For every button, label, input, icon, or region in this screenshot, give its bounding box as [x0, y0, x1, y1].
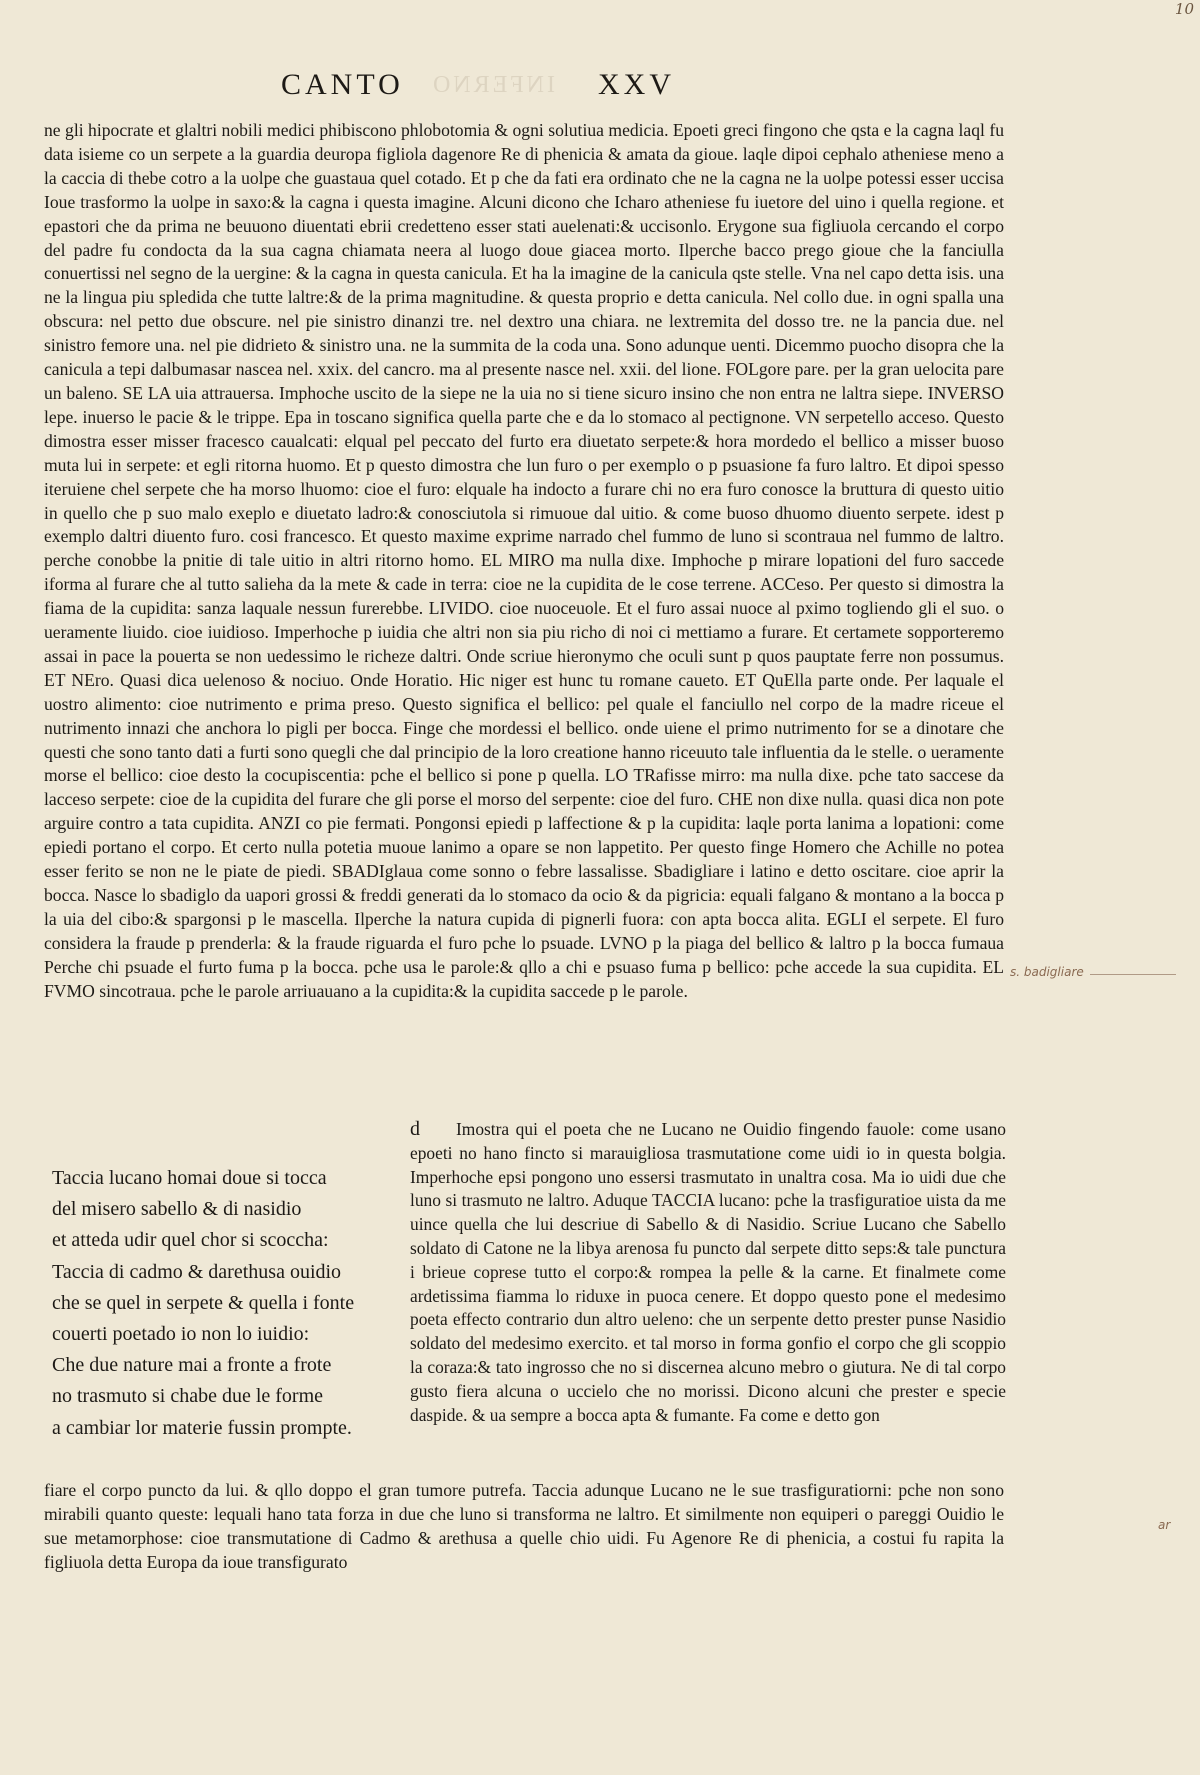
verse-line: Taccia lucano homai doue si tocca [52, 1167, 327, 1189]
verse-line: et atteda udir quel chor si scoccha: [52, 1229, 329, 1252]
folio-number: 10 [1174, 0, 1194, 18]
guide-initial: d [410, 1118, 420, 1140]
verse-line: che se quel in serpete & quella i fonte [52, 1291, 355, 1314]
verse-line: a cambiar lor materie fussin prompte. [52, 1416, 352, 1439]
canto-label: CANTO [281, 68, 404, 101]
bleed-through-text: INFERNO [430, 72, 556, 98]
verse-line: Che due nature mai a fronte a frote [52, 1354, 332, 1377]
verse-line: del misero sabello & di nasidio [52, 1198, 302, 1221]
page-header [0, 68, 1200, 108]
commentary-paragraph: ne gli hipocrate et glaltri nobili medici phibiscono phlobotomia & ogni solutiua medicia. Epoeti greci fingono che qsta e la cagna laql fu data isieme co un serpete a la guardia deuropa figliola dagenore Re di phenicia & amata da gioue. laqle dipoi cephalo atheniese meno a la caccia di thebe cotro a la uolpe che guastaua quel cotado. Et p che da fati era ordinato che ne la cagna ne la uolpe potessi esser uccisa Ioue trasformo la uolpe in saxo:& la cagna i questa imagine. Alcuni dicono che Icharo atheniese fu iuetore del uino i quella regione. et epastori che da prima ne beuuono diuentati ebrii credetteno esser stati auelenati:& uccisonlo. Erygone sua figliuola cercando el corpo del padre fu condocta da la sua cagna chiamata neera al luogo doue giacea morto. Ilperche bacco prego gioue che la fanciulla conuertissi nel segno de la uergine: & la cagna in questa canicula. Et ha la imagine de la canicula qste stelle. Vna nel capo detta isis. una ne la lingua piu spledida che tutte laltre:& de la prima magnitudine. & questa proprio e detta canicula. Nel collo due. in ogni spalla una obscura: nel petto due obscure. nel pie sinistro dinanzi tre. nel dextro una chiara. ne lextremita del dosso tre. ne la pancia due. nel sinistro femore una. nel pie didrieto & sinistro una. ne la summita de la coda una. Sono adunque uenti. Dicemmo puocho disopra che la canicula a tepi dalbumasar nascea nel. xxix. del cancro. ma al presente nasce nel. xxii. del lione. FOLgore pare. per la gran uelocita pare un baleno. SE LA uia attrauersa. Imphoche uscito de la siepe ne la uia no si tiene sicuro insino che non entra ne laltra siepe. INVERSO lepe. inuerso le pacie & le trippe. Epa in toscano significa quella parte che e da lo stomaco al pectignone. VN serpetello acceso. Questo dimostra esser misser fracesco caualcati: elqual pel peccato del furto era diuetato serpete:& hora mordedo el bellico a misser buoso muta lui in serpete: et egli ritorna huomo. Et p questo dimostra che lun furo o per exemplo o p psuasione fa furo laltro. Et dipoi spesso iteruiene chel serpete che ha morso lhuomo: cioe el furo: elquale ha indocto a furare chi no era furo conosce la bruttura di questo uitio in quello che p suo malo exeplo e diuetato ladro:& conosciutola si rimuoue dal uitio. & come buoso dhuomo diuento serpete. idest p exemplo daltri diuento furo. cosi francesco. Et questo maxime exprime narrado chel fummo de luno si scontraua nel fummo de laltro. perche conobbe la pnitie di tale uitio in altri ritorno homo. EL MIRO ma nulla dixe. Imphoche p mirare lopationi del furo saccede iforma al furare che al tutto salieha da la mete & cade in terra: cioe ne la cupidita de le cose terrene. ACCeso. Per questo si dimostra la fiama de la cupidita: sanza laquale nessun furerebbe. LIVIDO. cioe nuoceuole. Et el furo assai nuoce al pximo togliendo gli el suo. o ueramente liuido. cioe iuidioso. Imperhoche p iuidia che altri non sia piu richo di noi ci mettiamo a furare. Et certamete sopporteremo assai in pace la pouerta se non uedessimo le richeze daltri. Onde scriue hieronymo che oculi sunt p quos pauptate ferre non possumus. ET NEro. Quasi dica uelenoso & nociuo. Onde Horatio. Hic niger est hunc tu romane caueto. ET QuElla parte onde. Per laquale el uostro alimento: cioe nutrimento e prima preso. Questo significa el bellico: pel quale el fanciullo nel corpo de la madre riceue el nutrimento innazi che anchora lo pigli per bocca. Finge che mordessi el bellico. onde uiene el primo nutrimento for se a dinotare che questi che sono tanto dati a furti sono quegli che dal principio de la loro creatione hanno riceuuto tale influentia da le stelle. o ueramente morse el bellico: cioe desto la cocupiscentia: pche el bellico si pone p quella. LO TRafisse mirro: ma nulla dixe. pche tato saccese da lacceso serpete: cioe de la cupidita del furare che gli porse el morso del serpente: cioe del furo. CHE non dixe nulla. quasi dica non pote arguire contro a tata cupidita. ANZI co pie fermati. Pongonsi epiedi p laffectione & p la cupidita: laqle porta lanima a lopationi: come epiedi portano el corpo. Et certo nulla potetia muoue lanimo a opare se non lappetito. Per questo finge Homero che Achille no potea esser ferito se non ne le piate de piedi. SBADIglaua come sonno o febre lassalisse. Sbadigliare i latino e detto oscitare. cioe aprir la bocca. Nasce lo sbadiglo da uapori grossi & freddi generati da lo stomaco da ocio & da pigricia: equali falgano & montano a la bocca p la uia del cibo:& spargonsi p le mascella. Ilperche la natura cupida di pignerli fuora: con apta bocca alita. EGLI el serpete. El furo considera la fraude p prenderla: & la fraude riguarda el furo pche lo psuade. LVNO p la piaga del bellico & laltro p la bocca fumaua Perche chi psuade el furto fuma p la bocca. pche usa le parole:& qllo a chi e psuaso fuma p bellico: pche accede la sua cupidita. EL FVMO sincotraua. pche le parole arriuauano a la cupidita:& la cupidita saccede p le parole. [44, 120, 1004, 1001]
verse-line: no trasmuto si chabe due le forme [52, 1385, 324, 1408]
verse-column [52, 1163, 402, 1444]
verse-line: Taccia di cadmo & darethusa ouidio [52, 1260, 342, 1283]
margin-annotation: s. badigliare [1010, 965, 1084, 979]
canto-number: XXV [598, 68, 675, 101]
commentary-body [44, 119, 1004, 1004]
margin-rule [1090, 974, 1176, 975]
bottom-paragraph: fiare el corpo puncto da lui. & qllo doppo el gran tumore putrefa. Taccia adunque Lucano ne le sue trasfiguratiorni: pche non sono mirabili quanto queste: lequali hano tata forza in due che luno si transforma ne laltro. Et similmente non equiperi o pareggi Ouidio le sue metamorphose: cioe transmutatione di Cadmo & arethusa a quelle chio uidi. Fu Agenore Re di phenicia, a costui fu rapita la figliuola detta Europa da ioue transfigurato [44, 1480, 1004, 1572]
verse-line: couerti poetado io non lo iuidio: [52, 1323, 310, 1346]
margin-annotation: ar [1158, 1518, 1171, 1532]
verse-commentary-text: Imostra qui el poeta che ne Lucano ne Ouidio fingendo fauole: come usano epoeti no hano fincto si marauigliosa trasmutatione come uidi io in questa bolgia. Imperhoche epsi pongono uno essersi trasmutato in unaltra cosa. Ma io uidi due che luno si trasmuto ne laltro. Aduque TACCIA lucano: pche la trasfiguratioe uista da me uince quella che lui descriue di Sabello & di Nasidio. Scriue Lucano che Sabello soldato di Catone ne la libya arenosa fu puncto dal serpete ditto seps:& tale punctura i brieue coprese tutto el corpo:& rompea la pelle & la carne. Et finalmete come ardetissima fiamma lo riduxe in puoca cenere. Et doppo questo pone el medesimo poeta effecto contrario dun altro ueleno: che un serpente detto prester punse Nasidio soldato del medesimo exercito. et tal morso in forma gonfio el corpo che gli scoppio la coraza:& tato ingrosso che no si discernea alcuno mebro o giutura. Ne di tal corpo gusto fiera alcuna o uccielo che no morissi. Dicono alcuni che prester e specie daspide. & ua sempre a bocca apta & fumante. Fa come e detto gon [410, 1119, 1006, 1425]
bottom-commentary [44, 1478, 1004, 1574]
verse-commentary [410, 1118, 1006, 1427]
